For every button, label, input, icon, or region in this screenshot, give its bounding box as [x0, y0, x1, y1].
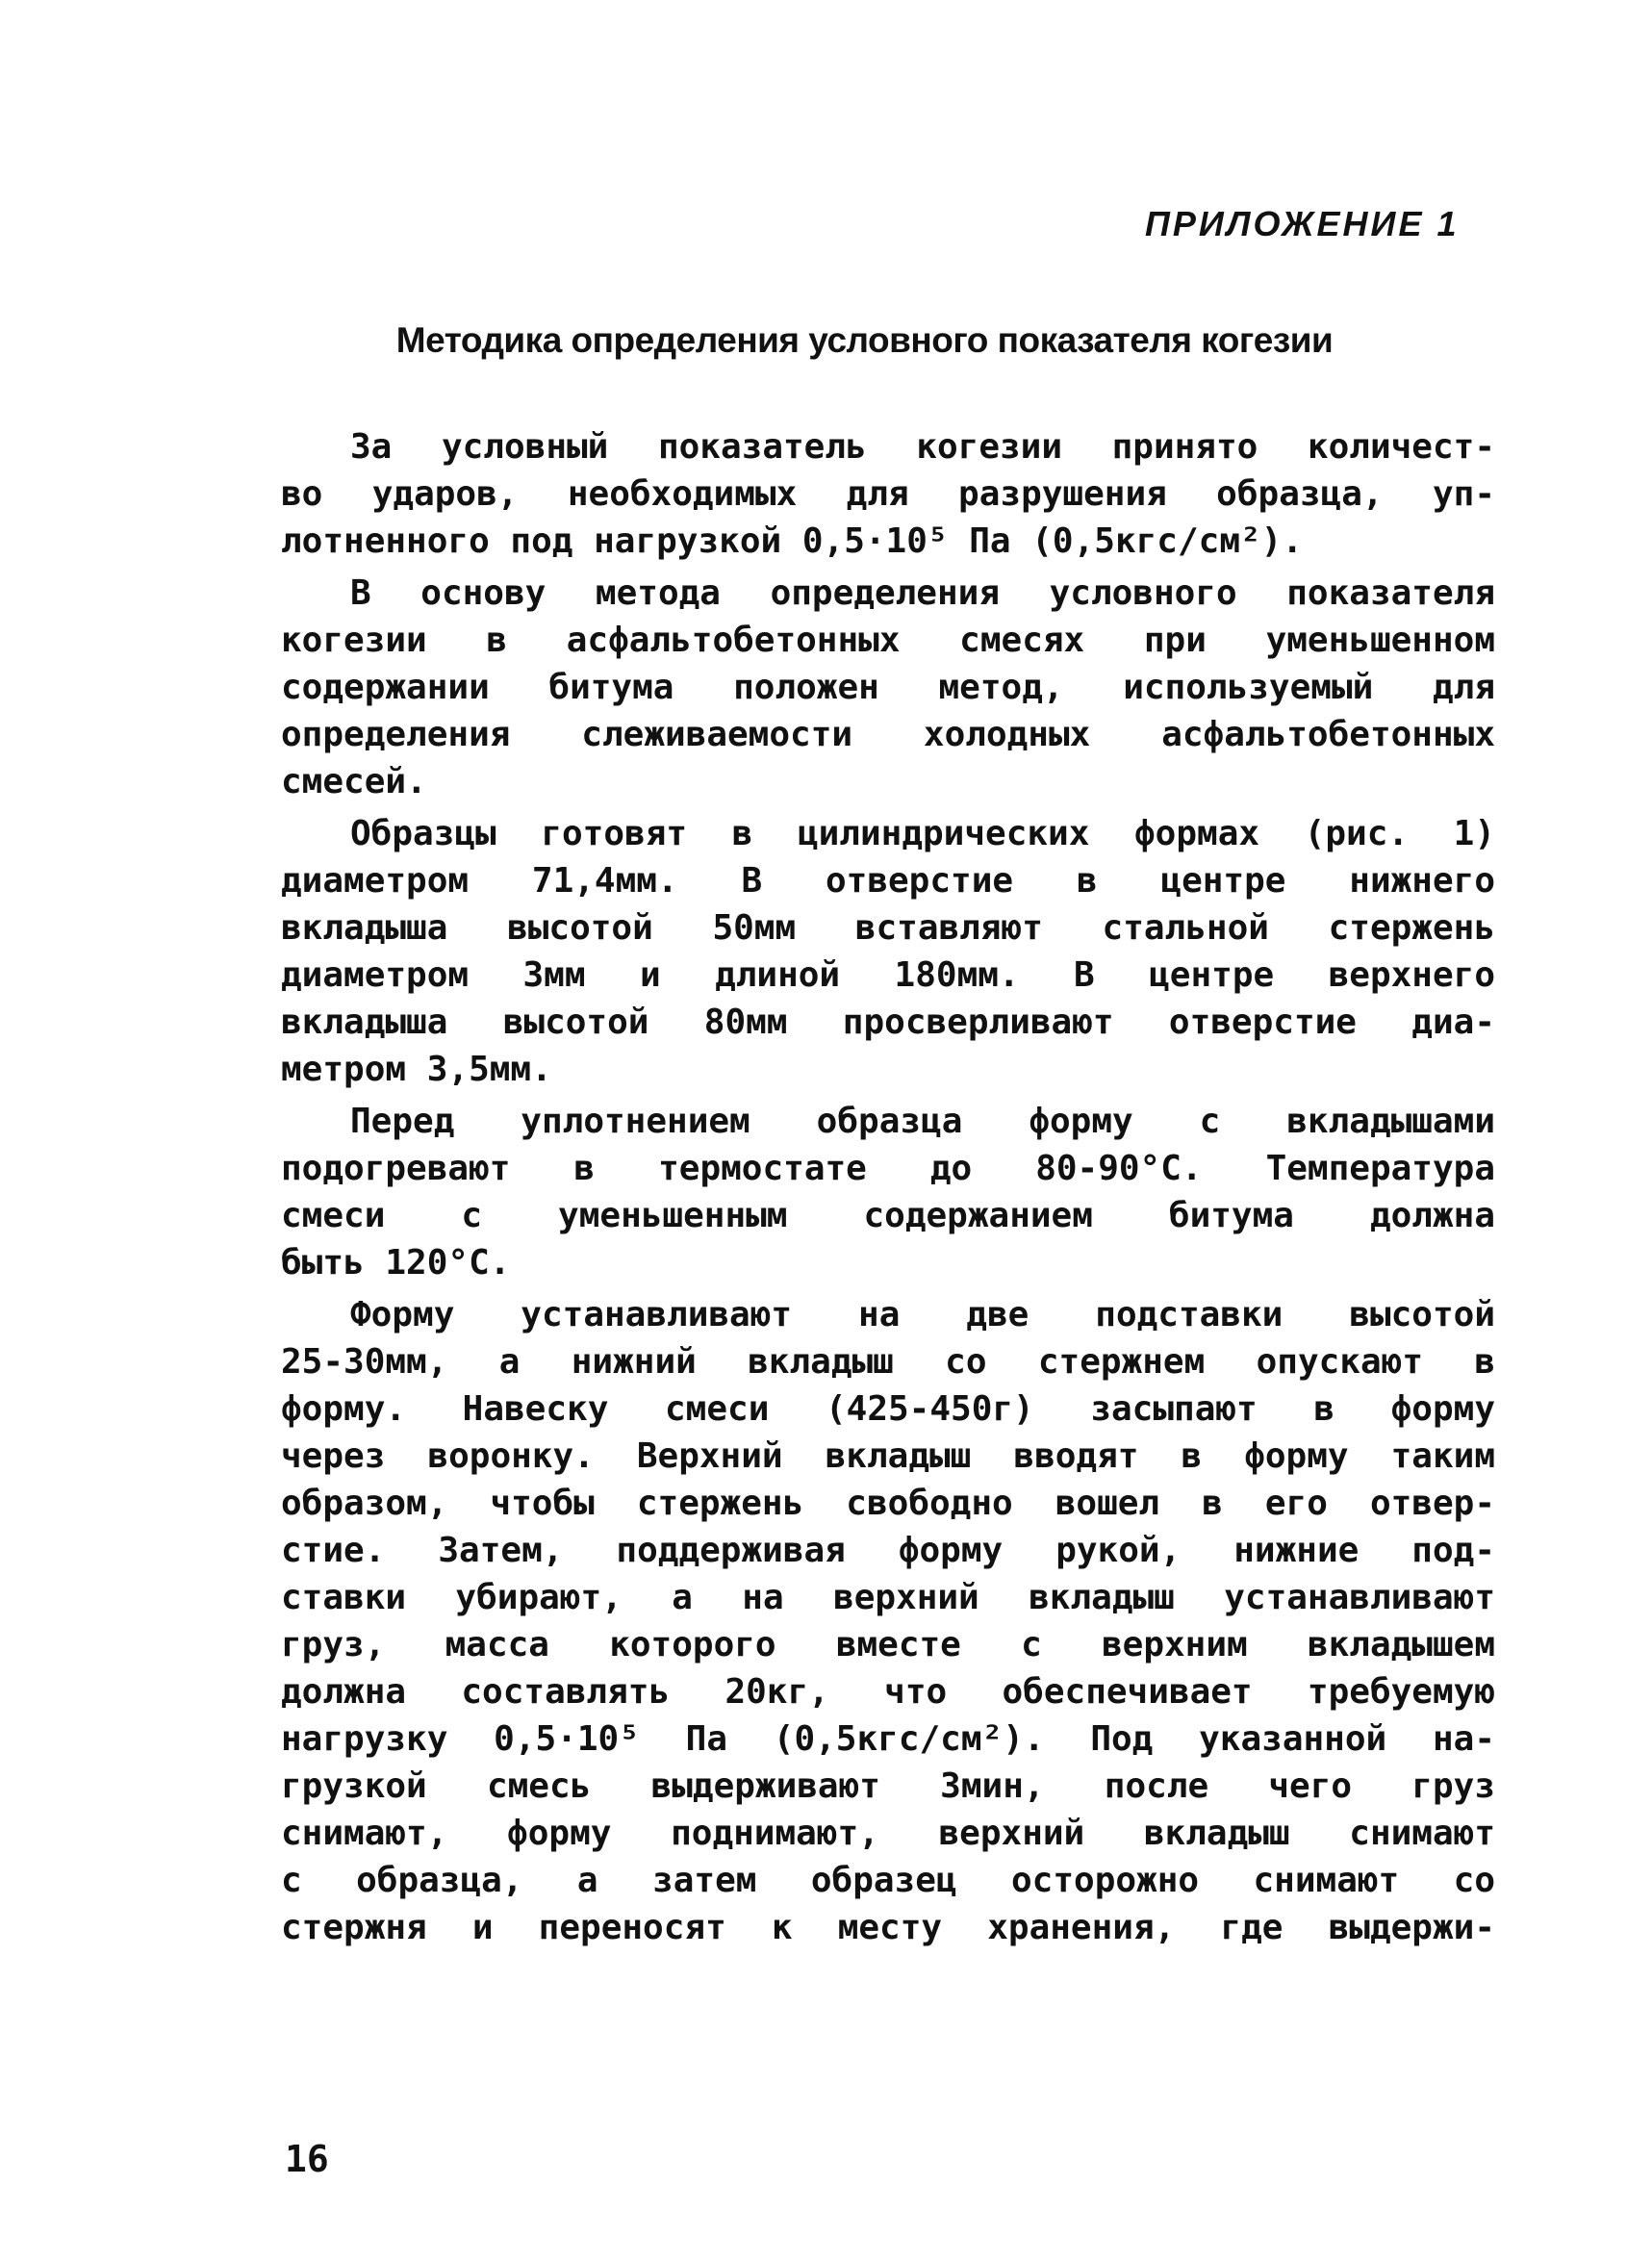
text-line: подогревают в термостате до 80-90°С. Температура: [281, 1149, 1495, 1188]
paragraph-4: [281, 1098, 1495, 1286]
text-line: стие. Затем, поддерживая форму рукой, нижние под-: [281, 1531, 1495, 1570]
text-line: форму. Навеску смеси (425-450г) засыпают в форму: [281, 1389, 1495, 1429]
paragraph-2: [281, 570, 1495, 805]
text-line: Форму устанавливают на две подставки высотой: [350, 1295, 1495, 1334]
text-line: диаметром 71,4мм. В отверстие в центре нижнего: [281, 861, 1495, 901]
text-line: вкладыша высотой 50мм вставляют стальной стержень: [281, 908, 1495, 948]
text-line: За условный показатель когезии принято количест-: [350, 427, 1495, 467]
page-title: Методика определения условного показателя когезии: [395, 320, 1334, 360]
paragraph-1: [281, 423, 1495, 565]
text-line: быть 120°С.: [281, 1243, 511, 1283]
text-line: Образцы готовят в цилиндрических формах (рис. 1): [350, 814, 1495, 853]
text-line: грузкой смесь выдерживают 3мин, после чего груз: [281, 1766, 1495, 1806]
text-line: стержня и переносят к месту хранения, где выдержи-: [281, 1908, 1495, 1947]
text-line: метром 3,5мм.: [281, 1050, 552, 1089]
text-line: смесей.: [281, 762, 427, 801]
text-line: Перед уплотнением образца форму с вкладышами: [350, 1102, 1495, 1141]
text-line: во ударов, необходимых для разрушения образца, уп-: [281, 474, 1495, 514]
text-line: нагрузку 0,5·10⁵ Па (0,5кгс/см²). Под указанной на-: [281, 1719, 1495, 1759]
body-text: [281, 423, 1495, 1956]
paragraph-3: [281, 810, 1495, 1093]
text-line: диаметром 3мм и длиной 180мм. В центре верхнего: [281, 955, 1495, 995]
text-line: лотненного под нагрузкой 0,5·10⁵ Па (0,5кгс/см²).: [281, 521, 1304, 561]
text-line: смеси с уменьшенным содержанием битума должна: [281, 1196, 1495, 1235]
text-line: через воронку. Верхний вкладыш вводят в форму таким: [281, 1436, 1495, 1476]
text-line: 25-30мм, а нижний вкладыш со стержнем опускают в: [281, 1342, 1495, 1382]
text-line: содержании битума положен метод, используемый для: [281, 668, 1495, 707]
text-line: когезии в асфальтобетонных смесях при уменьшенном: [281, 621, 1495, 660]
text-line: груз, масса которого вместе с верхним вкладышем: [281, 1625, 1495, 1664]
text-line: вкладыша высотой 80мм просверливают отверстие диа-: [281, 1003, 1495, 1042]
paragraph-5: [281, 1291, 1495, 1951]
text-line: В основу метода определения условного показателя: [350, 573, 1495, 613]
text-line: ставки убирают, а на верхний вкладыш устанавливают: [281, 1578, 1495, 1617]
text-line: снимают, форму поднимают, верхний вкладыш снимают: [281, 1814, 1495, 1853]
appendix-label: ПРИЛОЖЕНИЕ 1: [1145, 204, 1460, 243]
text-line: определения слеживаемости холодных асфальтобетонных: [281, 715, 1495, 754]
text-line: образом, чтобы стержень свободно вошел в его отвер-: [281, 1484, 1495, 1523]
page-number: 16: [285, 2138, 329, 2180]
text-line: должна составлять 20кг, что обеспечивает требуемую: [281, 1672, 1495, 1712]
text-line: с образца, а затем образец осторожно снимают со: [281, 1861, 1495, 1900]
